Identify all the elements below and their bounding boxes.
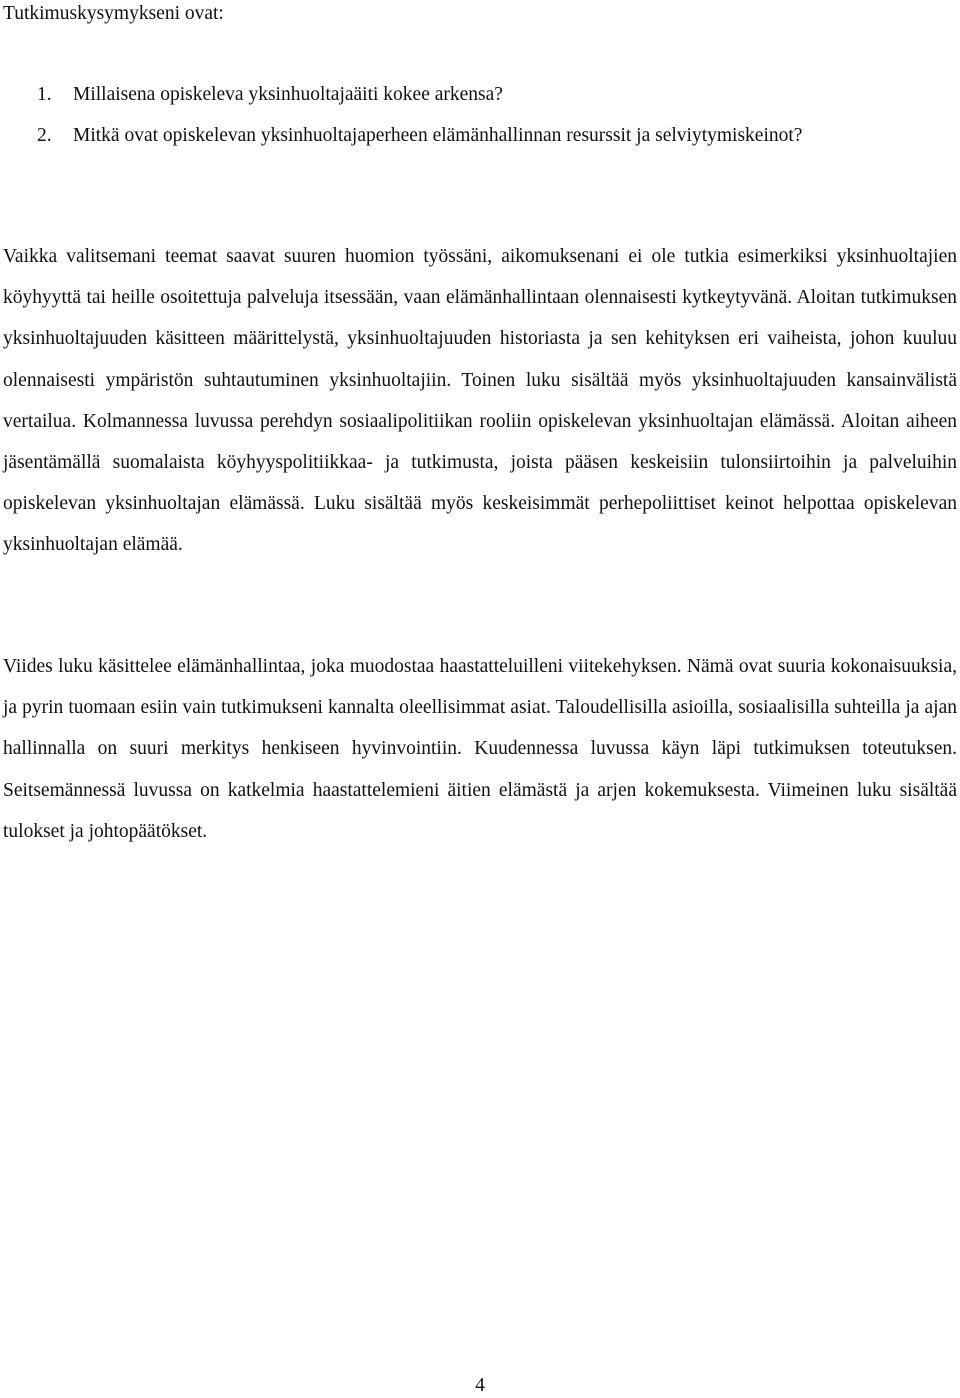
- research-question-2: [3, 115, 957, 156]
- research-question-1: [3, 74, 957, 115]
- research-question-list: [3, 74, 957, 156]
- question-text: Mitkä ovat opiskelevan yksinhuoltajaperheen elämänhallinnan resurssit ja selviytymiskeinot?: [73, 125, 803, 146]
- body-paragraph-2: Viides luku käsittelee elämänhallintaa, joka muodostaa haastatteluilleni viitekehyksen. Nämä ovat suuria kokonaisuuksia, ja pyrin tuomaan esiin vain tutkimukseni kannalta oleellisimmat asiat. Taloudellisilla asioilla, sosiaalisilla suhteilla ja ajan hallinnalla on suuri merkitys henkiseen hyvinvointiin. Kuudennessa luvussa käyn läpi tutkimuksen toteutuksen. Seitsemännessä luvussa on katkelmia haastattelemieni äitien elämästä ja arjen kokemuksesta. Viimeinen luku sisältää tulokset ja johtopäätökset.: [3, 656, 957, 842]
- section-heading: Tutkimuskysymykseni ovat:: [3, 3, 224, 24]
- question-text: Millaisena opiskeleva yksinhuoltajaäiti kokee arkensa?: [73, 84, 503, 105]
- list-number: 1.: [37, 84, 52, 105]
- page-number: 4: [475, 1375, 485, 1396]
- list-number: 2.: [37, 125, 52, 146]
- body-paragraph-1: Vaikka valitsemani teemat saavat suuren huomion työssäni, aikomuksenani ei ole tutkia esimerkiksi yksinhuoltajien köyhyyttä tai heille osoitettuja palveluja itsessään, vaan elämänhallintaan olennaisesti kytkeytyvänä. Aloitan tutkimuksen yksinhuoltajuuden käsitteen määrittelystä, yksinhuoltajuuden historiasta ja sen kehityksen eri vaiheista, johon kuuluu olennaisesti ympäristön suhtautuminen yksinhuoltajiin. Toinen luku sisältää myös yksinhuoltajuuden kansainvälistä vertailua. Kolmannessa luvussa perehdyn sosiaalipolitiikan rooliin opiskelevan yksinhuoltajan elämässä. Aloitan aiheen jäsentämällä suomalaista köyhyyspolitiikkaa- ja tutkimusta, joista pääsen keskeisiin tulonsiirtoihin ja palveluihin opiskelevan yksinhuoltajan elämässä. Luku sisältää myös keskeisimmät perhepoliittiset keinot helpottaa opiskelevan yksinhuoltajan elämää.: [3, 246, 957, 556]
